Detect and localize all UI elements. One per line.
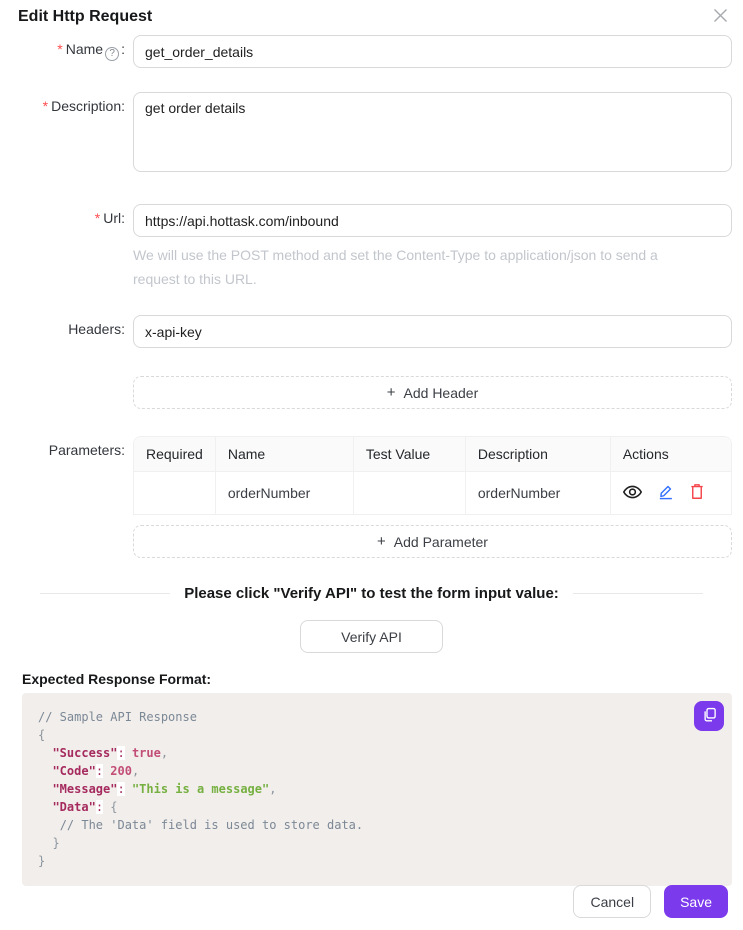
view-parameter-button[interactable] [623,484,642,503]
trash-icon [689,483,705,503]
column-name: Name [216,437,354,472]
response-format-heading: Expected Response Format: [22,671,212,687]
cell-description: orderNumber [466,472,611,514]
column-description: Description [466,437,611,472]
column-test-value: Test Value [354,437,466,472]
save-button[interactable]: Save [664,885,728,918]
description-label: * Description: [42,98,125,114]
parameters-row [0,436,743,515]
url-input[interactable] [133,204,732,237]
description-textarea[interactable] [133,92,732,172]
plus-icon: + [386,384,396,401]
copy-button[interactable] [694,701,724,731]
name-row [0,35,743,68]
plus-icon: + [377,533,386,550]
column-actions: Actions [611,437,731,472]
required-asterisk: * [94,210,101,226]
url-row [0,204,743,291]
cell-test-value [354,472,466,514]
help-icon[interactable]: ? [105,47,119,61]
modal-header [0,0,743,26]
description-row [0,92,743,177]
headers-label: Headers: [68,321,125,337]
url-hint-text: We will use the POST method and set the Content-Type to application/json to send a request to this URL. [133,247,658,287]
divider-line [40,593,170,594]
add-parameter-button[interactable]: + Add Parameter [133,525,732,558]
verify-api-button[interactable]: Verify API [300,620,443,653]
required-asterisk: * [42,98,49,114]
divider-line [573,593,703,594]
cancel-button[interactable]: Cancel [573,885,651,918]
edit-parameter-button[interactable] [657,483,674,503]
add-header-button[interactable]: + Add Header [133,376,732,409]
cell-required [134,472,216,514]
close-icon [713,8,728,26]
table-header-row [134,437,731,472]
table-row [134,472,731,514]
parameters-table [133,436,732,515]
header-key-input[interactable] [133,315,732,348]
headers-row [0,315,743,348]
modal-title: Edit Http Request [18,8,153,25]
close-button[interactable] [709,6,731,28]
name-input[interactable] [133,35,732,68]
required-asterisk: * [57,41,63,57]
column-required: Required [134,437,216,472]
code-content: // Sample API Response { "Success": true, "Code": 200, "Message": "This is a message", "Data": { // The 'Data' field is used to store data. } } [38,710,364,868]
verify-divider [40,585,703,602]
verify-instruction: Please click "Verify API" to test the form input value: [184,585,559,602]
name-label: * Name ? : [57,41,125,59]
parameters-label: Parameters: [48,442,125,458]
edit-pencil-icon [657,483,674,503]
cell-name: orderNumber [216,472,354,514]
url-label: * Url: [94,210,125,226]
copy-icon [702,707,717,725]
sample-response-code-block [22,693,732,886]
delete-parameter-button[interactable] [689,483,705,503]
modal-footer [573,885,728,918]
eye-icon [623,484,642,503]
